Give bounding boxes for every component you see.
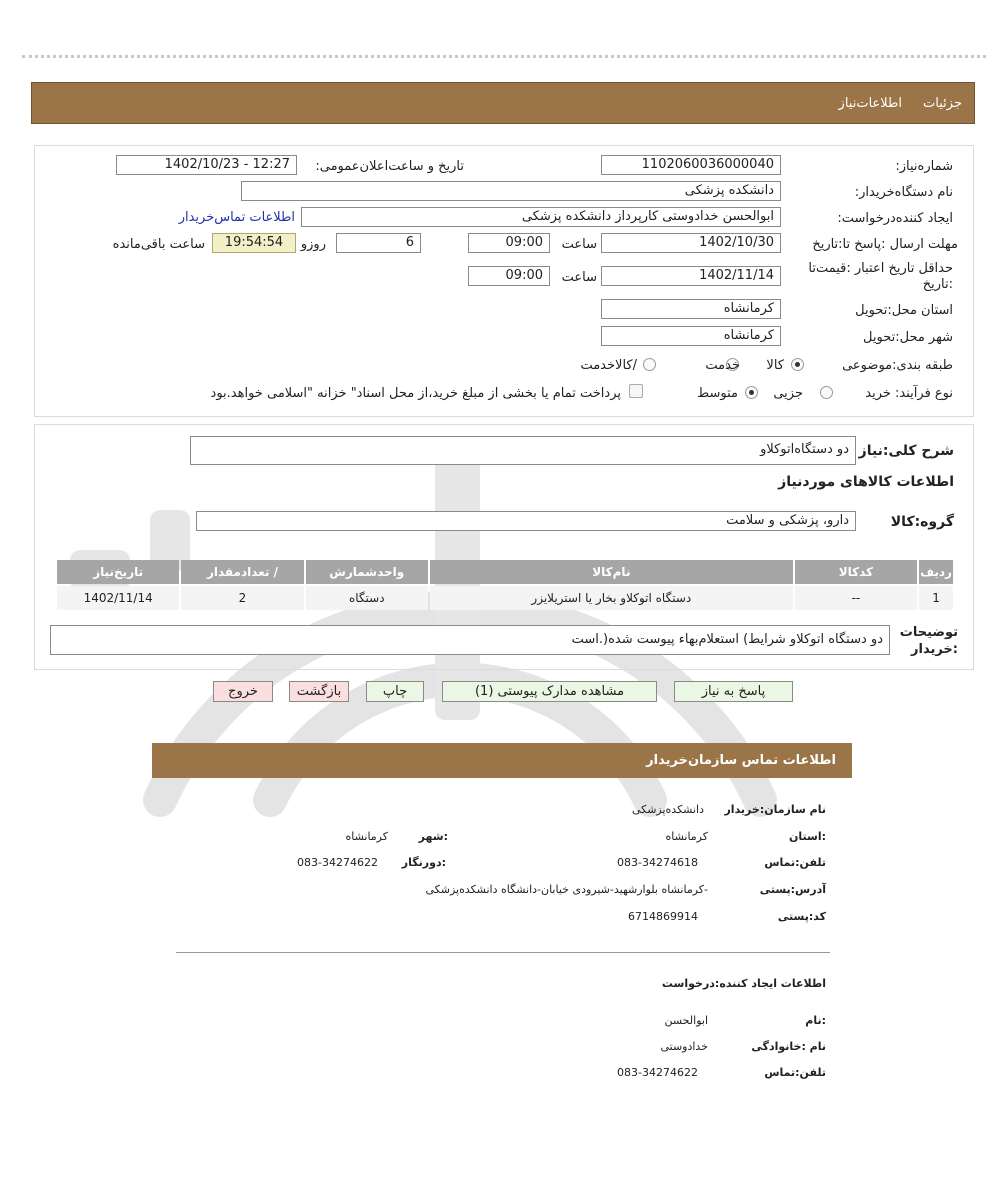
creator-phone-value: 083-34274622 <box>617 1066 698 1079</box>
col-qty: / تعدادمقدار <box>181 560 303 584</box>
need-number-field: 1102060036000040 <box>601 155 781 175</box>
attachments-button[interactable]: مشاهده مدارک پیوستی (1) <box>442 681 657 702</box>
buyer-notes-label: توضیحات :خریدار <box>899 625 958 657</box>
col-unit: واحدشمارش <box>306 560 428 584</box>
creator-label: ایجاد کننده‌درخواست: <box>837 211 953 226</box>
contact-org-value: دانشکده‌پزشکی <box>631 803 704 816</box>
col-name: نام‌کالا <box>430 560 793 584</box>
contact-fax-label: :دورنگار <box>401 856 446 869</box>
days-label: روزو <box>300 237 326 252</box>
category-radio-both[interactable] <box>643 358 656 371</box>
contact-title: اطلاعات تماس سازمان‌خریدار <box>646 753 836 768</box>
cell-qty: 2 <box>181 586 303 610</box>
desc-label: شرح کلی:نیاز <box>858 443 954 459</box>
process-option-minor: جزیی <box>773 386 803 401</box>
payment-note: پرداخت تمام یا بخشی از مبلغ خرید،از محل اسناد" خزانه "اسلامی خواهد.بود <box>210 386 621 401</box>
deadline-time-label: ساعت <box>561 237 597 252</box>
creator-family-value: خدادوستی <box>660 1040 708 1053</box>
cell-name: دستگاه اتوکلاو بخار یا استریلایزر <box>430 586 793 610</box>
contact-header <box>152 743 852 778</box>
contact-postal-label: کد:پستی <box>777 910 826 923</box>
tab-need-info[interactable]: اطلاعات‌نیاز <box>838 96 902 111</box>
category-label: طبقه بندی:موضوعی <box>842 358 953 373</box>
cell-date: 1402/11/14 <box>57 586 179 610</box>
process-label: نوع فرآیند: خرید <box>865 386 953 401</box>
announce-label: تاریخ و ساعت‌اعلان‌عمومی: <box>315 159 464 174</box>
print-button[interactable]: چاپ <box>366 681 424 702</box>
deadline-date-field: 1402/10/30 <box>601 233 781 253</box>
need-number-label: شماره‌نیاز: <box>895 159 953 174</box>
process-radio-medium[interactable] <box>745 386 758 399</box>
creator-field: ابوالحسن خدادوستی کارپرداز دانشکده پزشکی <box>301 207 781 227</box>
page-header <box>31 82 975 124</box>
group-label: گروه:کالا <box>890 514 954 530</box>
contact-city-value: کرمانشاه <box>345 830 388 843</box>
reply-button[interactable]: پاسخ به نیاز <box>674 681 793 702</box>
creator-family-label: نام :خانوادگی <box>751 1040 826 1053</box>
cell-unit: دستگاه <box>306 586 428 610</box>
exit-button[interactable]: خروج <box>213 681 273 702</box>
goods-table <box>55 558 955 612</box>
creator-phone-label: تلفن:تماس <box>764 1066 826 1079</box>
group-field: دارو، پزشکی و سلامت <box>196 511 856 531</box>
buyer-org-field: دانشکده پزشکی <box>241 181 781 201</box>
desc-field: دو دستگاه‌اتوکلاو <box>190 436 856 465</box>
col-code: کدکالا <box>795 560 917 584</box>
contact-postal-value: 6714869914 <box>628 910 698 923</box>
payment-checkbox[interactable] <box>629 384 643 398</box>
table-row <box>57 586 953 610</box>
contact-province-value: کرمانشاه <box>665 830 708 843</box>
cell-code: -- <box>795 586 917 610</box>
contact-org-label: نام سازمان:خریدار <box>724 803 826 816</box>
contact-address-label: آدرس:پستی <box>759 883 826 896</box>
deadline-label: مهلت ارسال :پاسخ تا:تاریخ <box>812 237 958 252</box>
validity-date-field: 1402/11/14 <box>601 266 781 286</box>
col-row: ردیف <box>919 560 953 584</box>
city-label: شهر محل:تحویل <box>863 330 953 345</box>
category-option-goods: کالا <box>766 358 784 373</box>
creator-name-value: ابوالحسن <box>664 1014 708 1027</box>
contact-phone-value: 083-34274618 <box>617 856 698 869</box>
validity-time-label: ساعت <box>561 270 597 285</box>
category-option-service: خدمت <box>705 358 740 373</box>
process-option-medium: متوسط <box>697 386 738 401</box>
creator-name-label: :نام <box>805 1014 826 1027</box>
city-field: کرمانشاه <box>601 326 781 346</box>
province-field: کرمانشاه <box>601 299 781 319</box>
tab-details[interactable]: جزئیات <box>923 96 962 111</box>
goods-title: اطلاعات کالاهای موردنیاز <box>778 474 954 490</box>
process-radio-minor[interactable] <box>820 386 833 399</box>
top-dotted-divider <box>22 55 986 58</box>
back-button[interactable]: بازگشت <box>289 681 349 702</box>
col-date: تاریخ‌نیاز <box>57 560 179 584</box>
category-option-both: /کالاخدمت <box>580 358 637 373</box>
validity-time-field: 09:00 <box>468 266 550 286</box>
validity-label: حداقل تاریخ اعتبار :قیمت‌تا :تاریخ <box>808 261 953 292</box>
cell-row: 1 <box>919 586 953 610</box>
contact-city-label: :شهر <box>418 830 448 843</box>
section-divider <box>176 952 830 953</box>
category-radio-goods[interactable] <box>791 358 804 371</box>
days-field: 6 <box>336 233 421 253</box>
buyer-notes-field: دو دستگاه اتوکلاو شرایط) استعلام‌بهاء پیوست شده(.است <box>50 625 890 655</box>
remaining-label: ساعت باقی‌مانده <box>112 237 205 252</box>
remaining-timer: 19:54:54 <box>212 233 296 253</box>
creator-info-title: اطلاعات ایجاد کننده:درخواست <box>661 977 826 990</box>
buyer-org-label: نام دستگاه‌خریدار: <box>854 185 953 200</box>
contact-phone-label: تلفن:تماس <box>764 856 826 869</box>
contact-province-label: :استان <box>789 830 826 843</box>
province-label: استان محل:تحویل <box>855 303 953 318</box>
deadline-time-field: 09:00 <box>468 233 550 253</box>
contact-address-value: -کرمانشاه بلوارشهید-شیرودی خیابان-دانشگاه دانشکده‌پزشکی <box>425 883 708 896</box>
buyer-contact-link[interactable]: اطلاعات تماس‌خریدار <box>178 210 295 225</box>
announce-field: 1402/10/23 - 12:27 <box>116 155 297 175</box>
contact-fax-value: 083-34274622 <box>297 856 378 869</box>
